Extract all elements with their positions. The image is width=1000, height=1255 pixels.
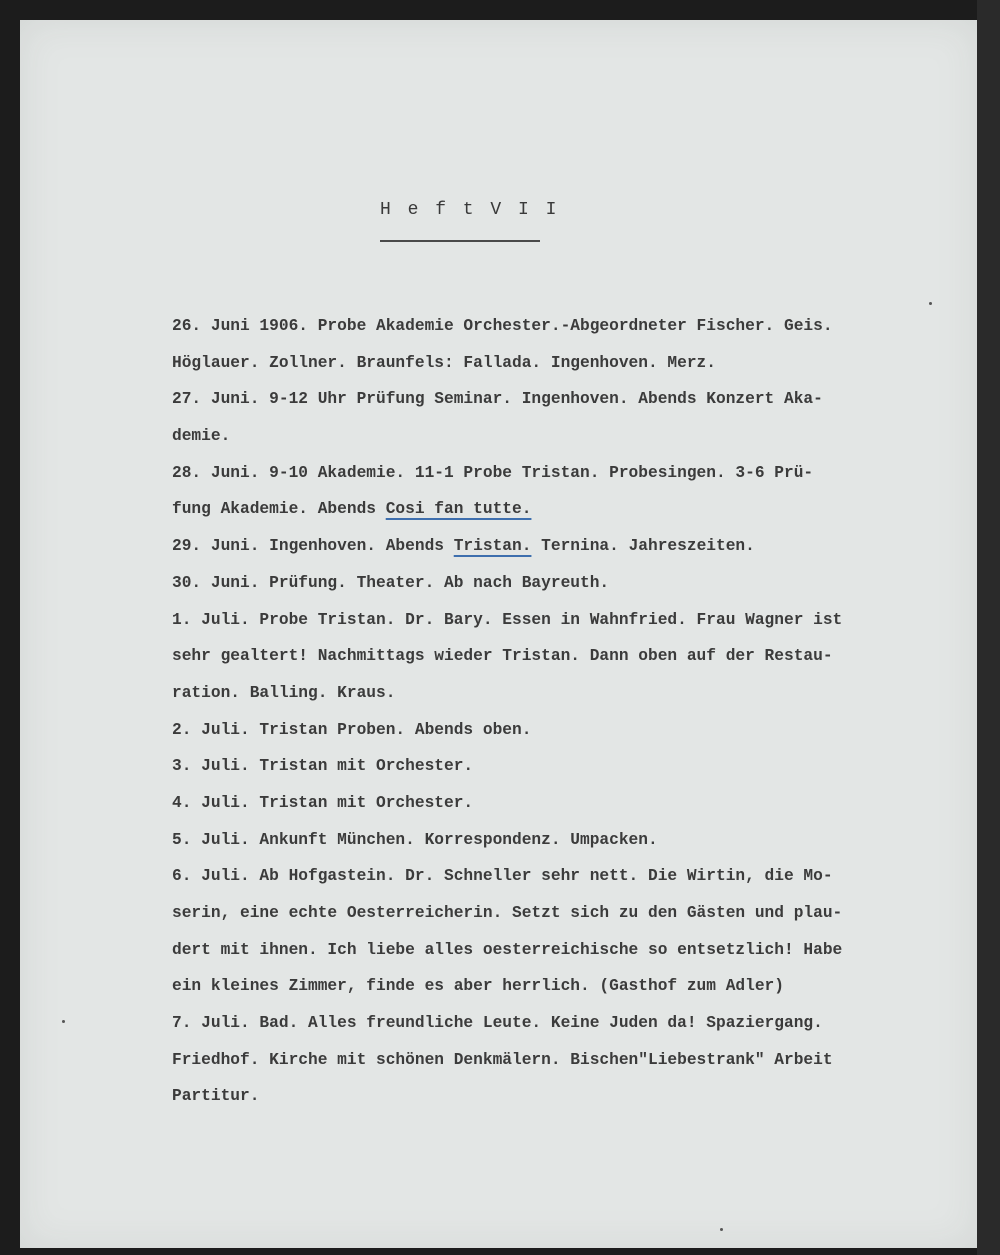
diary-line: fung Akademie. Abends Cosi fan tutte. bbox=[172, 500, 532, 519]
diary-line: demie. bbox=[172, 427, 231, 446]
diary-line: dert mit ihnen. Ich liebe alles oesterreichische so entsetzlich! Habe bbox=[172, 940, 843, 959]
underlined-opera-title: Cosi fan tutte. bbox=[385, 500, 532, 519]
diary-line: sehr gealtert! Nachmittags wieder Tristan. Dann oben auf der Restau- bbox=[172, 647, 833, 666]
diary-line: ration. Balling. Kraus. bbox=[172, 683, 396, 702]
diary-body bbox=[172, 308, 962, 1115]
diary-line: 7. Juli. Bad. Alles freundliche Leute. Keine Juden da! Spaziergang. bbox=[172, 1014, 823, 1033]
diary-line: 28. Juni. 9-10 Akademie. 11-1 Probe Tristan. Probesingen. 3-6 Prü- bbox=[172, 463, 814, 482]
diary-line: Partitur. bbox=[172, 1087, 260, 1106]
diary-line: 4. Juli. Tristan mit Orchester. bbox=[172, 793, 474, 812]
scan-background-edge bbox=[977, 0, 1000, 1255]
underlined-opera-title: Tristan. bbox=[453, 537, 532, 556]
diary-line: 26. Juni 1906. Probe Akademie Orchester.-Abgeordneter Fischer. Geis. bbox=[172, 317, 833, 335]
diary-line: 29. Juni. Ingenhoven. Abends Tristan. Ternina. Jahreszeiten. bbox=[172, 537, 755, 556]
page-title: H e f t V I I bbox=[380, 200, 560, 220]
diary-line: serin, eine echte Oesterreicherin. Setzt sich zu den Gästen und plau- bbox=[172, 904, 843, 922]
diary-line: Friedhof. Kirche mit schönen Denkmälern. Bischen"Liebestrank" Arbeit bbox=[172, 1050, 833, 1069]
title-underline bbox=[380, 240, 540, 242]
diary-line: 5. Juli. Ankunft München. Korrespondenz. Umpacken. bbox=[172, 830, 658, 849]
paper-speck bbox=[62, 1020, 65, 1023]
diary-line: 27. Juni. 9-12 Uhr Prüfung Seminar. Ingenhoven. Abends Konzert Aka- bbox=[172, 390, 823, 409]
diary-line: 6. Juli. Ab Hofgastein. Dr. Schneller sehr nett. Die Wirtin, die Mo- bbox=[172, 867, 833, 886]
diary-line: 3. Juli. Tristan mit Orchester. bbox=[172, 757, 474, 776]
diary-line: ein kleines Zimmer, finde es aber herrlich. (Gasthof zum Adler) bbox=[172, 977, 784, 996]
diary-line: 30. Juni. Prüfung. Theater. Ab nach Bayreuth. bbox=[172, 573, 610, 592]
paper-speck bbox=[929, 302, 932, 305]
diary-line: 2. Juli. Tristan Proben. Abends oben. bbox=[172, 720, 532, 739]
diary-line: Höglauer. Zollner. Braunfels: Fallada. Ingenhoven. Merz. bbox=[172, 353, 716, 372]
diary-line: 1. Juli. Probe Tristan. Dr. Bary. Essen in Wahnfried. Frau Wagner ist bbox=[172, 610, 843, 629]
paper-speck bbox=[720, 1228, 723, 1231]
